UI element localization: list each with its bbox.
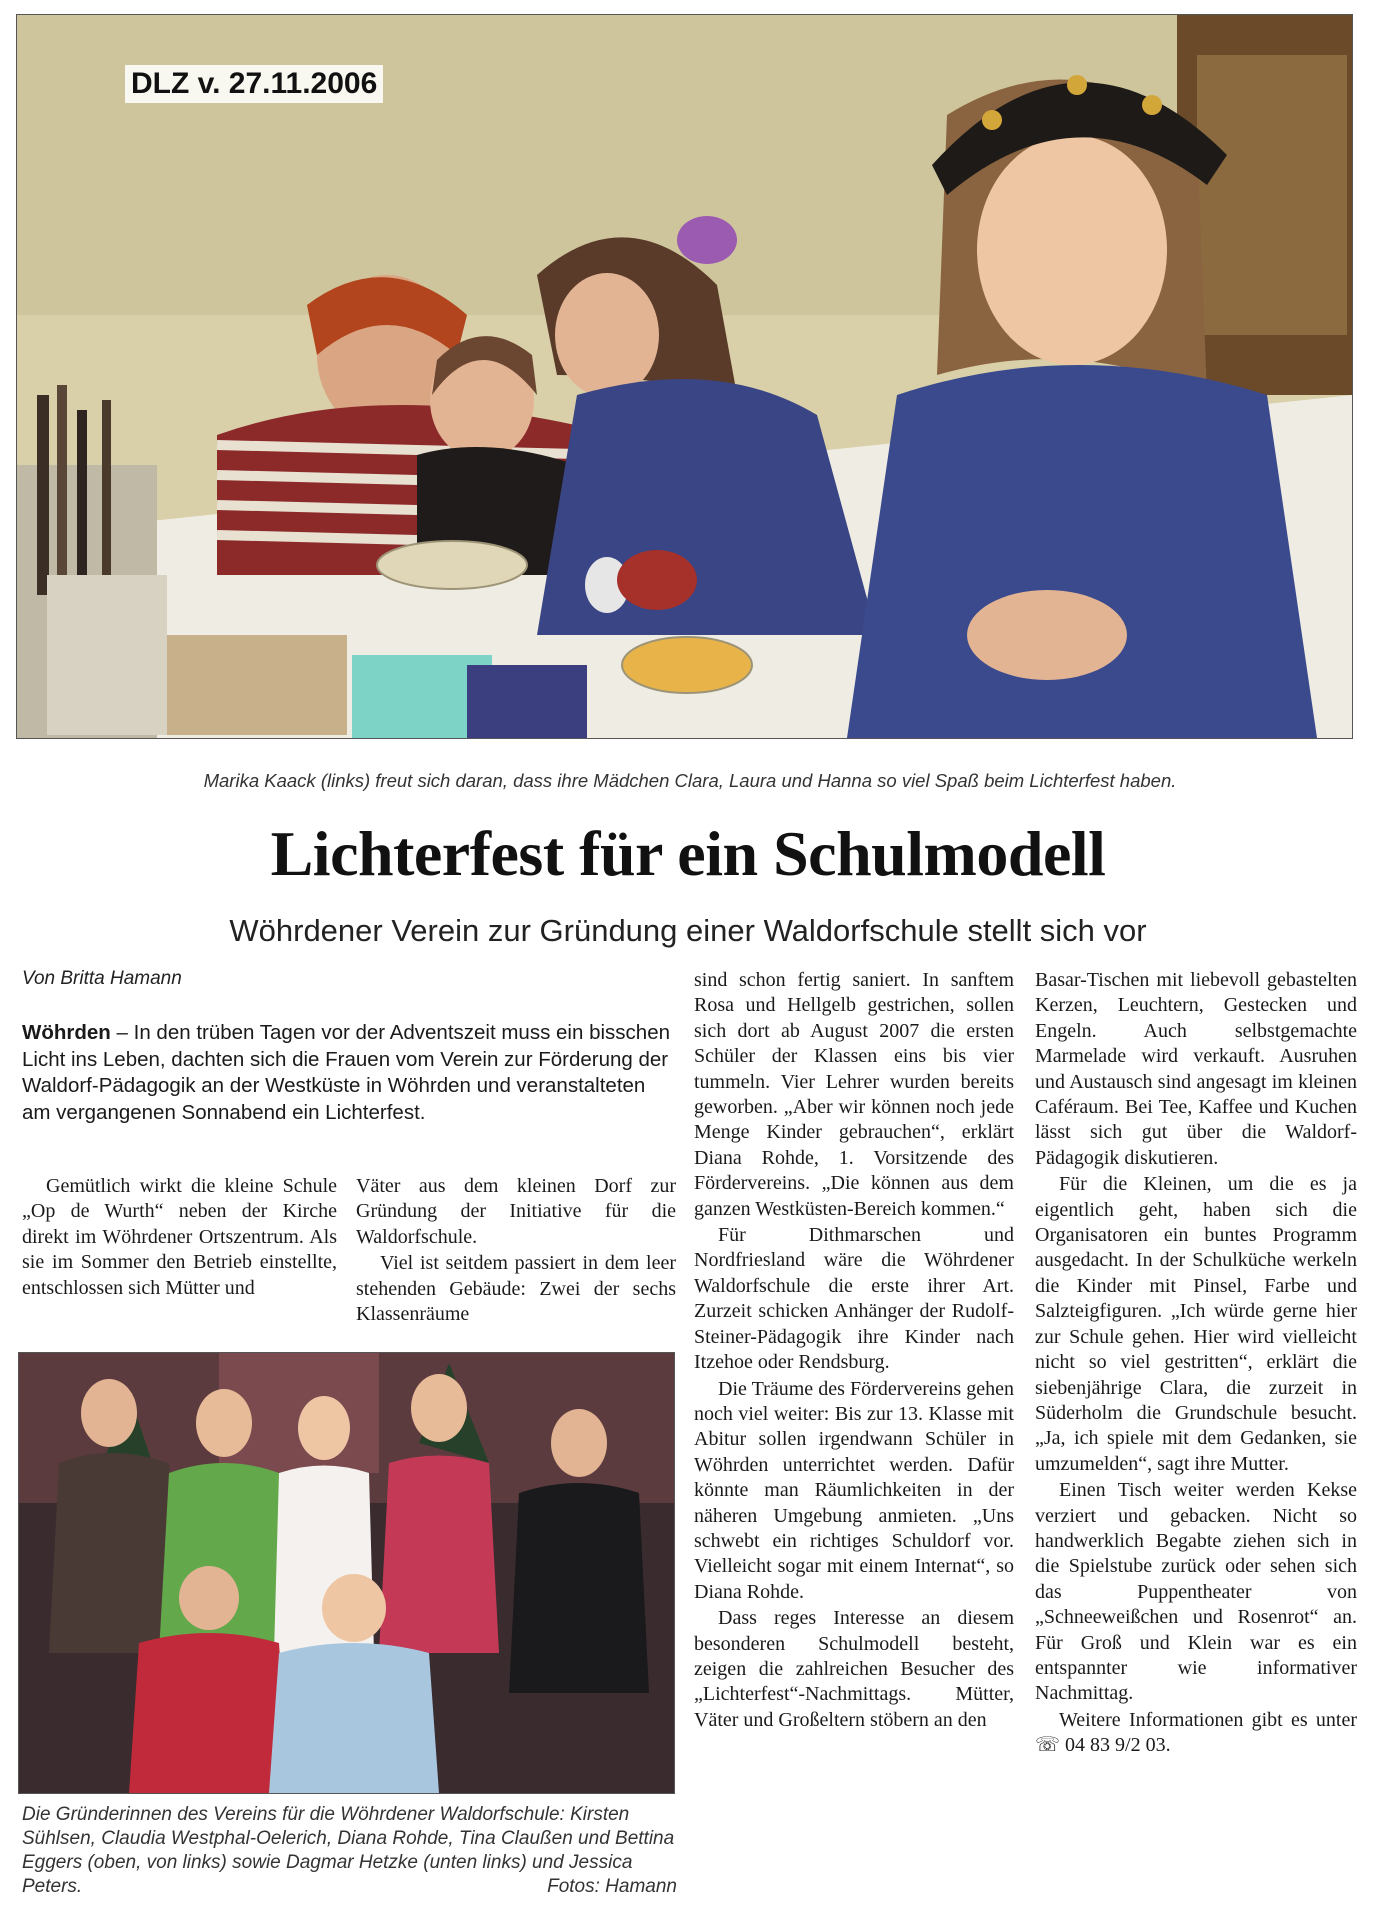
subheadline: Wöhrdener Verein zur Gründung einer Waldorfschule stellt sich vor <box>229 913 1147 948</box>
column-3 <box>694 968 1014 1734</box>
paragraph: Für die Kleinen, um die es ja eigentlich geht, haben sich die Organisatoren ein buntes Programm ausgedacht. In der Schulküche werkeln die Kinder mit Pinsel, Farbe und Salzteigfiguren. „Ich würde gerne hier zur Schule gehen. Hier wird vielleicht nicht so viel gestritten“, erklärt die siebenjährige Clara, die zurzeit in Süderholm die Grundschule besucht. „Ja, ich spiele mit dem Gedanken, sie umzumelden“, sagt ihre Mutter. <box>1035 1173 1357 1475</box>
column-1 <box>22 1174 337 1302</box>
bottom-photo-caption-text: Die Gründerinnen des Vereins für die Wöhrdener Waldorfschule: Kirsten Sühlsen, Claudia Westphal-Oelerich, Diana Rohde, Tina Claußen und Bettina Eggers (oben, von links) sowie Dagmar Hetzke (unten links) und Jessica Peters. <box>22 1804 675 1897</box>
paragraph: Väter aus dem kleinen Dorf zur Gründung der Initiative für die Waldorfschule. <box>356 1175 676 1248</box>
bottom-photo-caption <box>22 1803 677 1899</box>
headline: Lichterfest für ein Schulmodell <box>270 818 1106 889</box>
paragraph: Die Träume des Fördervereins gehen noch viel weiter: Bis zur 13. Klasse mit Abitur sollen irgendwann Schüler in Wöhrden unterrichtet werden. Dafür könnte man Räumlichkeiten in der näheren Umgebung anmieten. „Uns schwebt ein richtiges Schuldorf vor. Vielleicht sogar mit einem Internat“, so Diana Rohde. <box>694 1377 1014 1603</box>
bottom-photo-image <box>19 1353 674 1793</box>
paragraph: Viel ist seitdem passiert in dem leer stehenden Gebäude: Zwei der sechs Klassenräume <box>356 1252 676 1326</box>
photo-credit: Fotos: Hamann <box>547 1876 677 1897</box>
top-photo <box>16 14 1353 739</box>
byline: Von Britta Hamann <box>22 968 182 989</box>
paragraph: Basar-Tischen mit liebevoll gebastelten Kerzen, Leuchtern, Gestecken und Engeln. Auch selbstgemachte Marmelade wird verkauft. Ausruhen und Austausch sind angesagt im kleinen Caféraum. Bei Tee, Kaffee und Kuchen lässt sich gut über die Waldorf-Pädagogik diskutieren. <box>1035 969 1357 1169</box>
paragraph: Einen Tisch weiter werden Kekse verziert und gebacken. Nicht so handwerklich Begabte ziehen sich in die Spielstube zurück oder sehen sich das Puppentheater von „Schneeweißchen und Rosenrot“ an. Für Groß und Klein war es ein entspannter wie informativer Nachmittag. <box>1035 1479 1357 1705</box>
date-stamp: DLZ v. 27.11.2006 <box>125 65 383 103</box>
lead-paragraph <box>22 1020 677 1126</box>
column-2 <box>356 1174 676 1328</box>
top-photo-caption: Marika Kaack (links) freut sich daran, dass ihre Mädchen Clara, Laura und Hanna so viel Spaß beim Lichterfest haben. <box>203 770 1177 791</box>
dateline: Wöhrden <box>22 1021 111 1044</box>
top-photo-image <box>17 15 1352 738</box>
paragraph: Gemütlich wirkt die kleine Schule „Op de Wurth“ neben der Kirche direkt im Wöhrdener Ortszentrum. Als sie im Sommer den Betrieb einstellte, entschlossen sich Mütter und <box>22 1175 337 1299</box>
paragraph: Weitere Informationen gibt es unter ☏ 04 83 9/2 03. <box>1035 1708 1357 1757</box>
paragraph: sind schon fertig saniert. In sanftem Rosa und Hellgelb gestrichen, sollen sich dort ab August 2007 die ersten Schüler der Klassen eins bis vier tummeln. Vier Lehrer wurden bereits geworben. „Aber wir können noch jede Menge Kinder gebrauchen“, erklärt Diana Rohde, 1. Vorsitzende des Fördervereins. „Die können aus dem ganzen Westküsten-Bereich kommen.“ <box>694 969 1014 1220</box>
column-4 <box>1035 968 1357 1760</box>
bottom-photo <box>18 1352 675 1794</box>
lead-text: – In den trüben Tagen vor der Adventszeit muss ein bisschen Licht ins Leben, dachten sich die Frauen vom Verein zur Förderung der Waldorf-Pädagogik an der Westküste in Wöhrden und veranstalteten am vergangenen Sonnabend ein Lichterfest. <box>22 1021 670 1124</box>
paragraph: Für Dithmarschen und Nordfriesland wäre die Wöhrdener Waldorfschule die erste ihrer Art. Zurzeit schicken Anhänger der Rudolf-Steiner-Pädagogik ihre Kinder nach Itzehoe oder Rendsburg. <box>694 1224 1014 1374</box>
paragraph: Dass reges Interesse an diesem besonderen Schulmodell besteht, zeigen die zahlreichen Besucher des „Lichterfest“-Nachmittags. Mütter, Väter und Großeltern stöbern an den <box>694 1607 1014 1731</box>
